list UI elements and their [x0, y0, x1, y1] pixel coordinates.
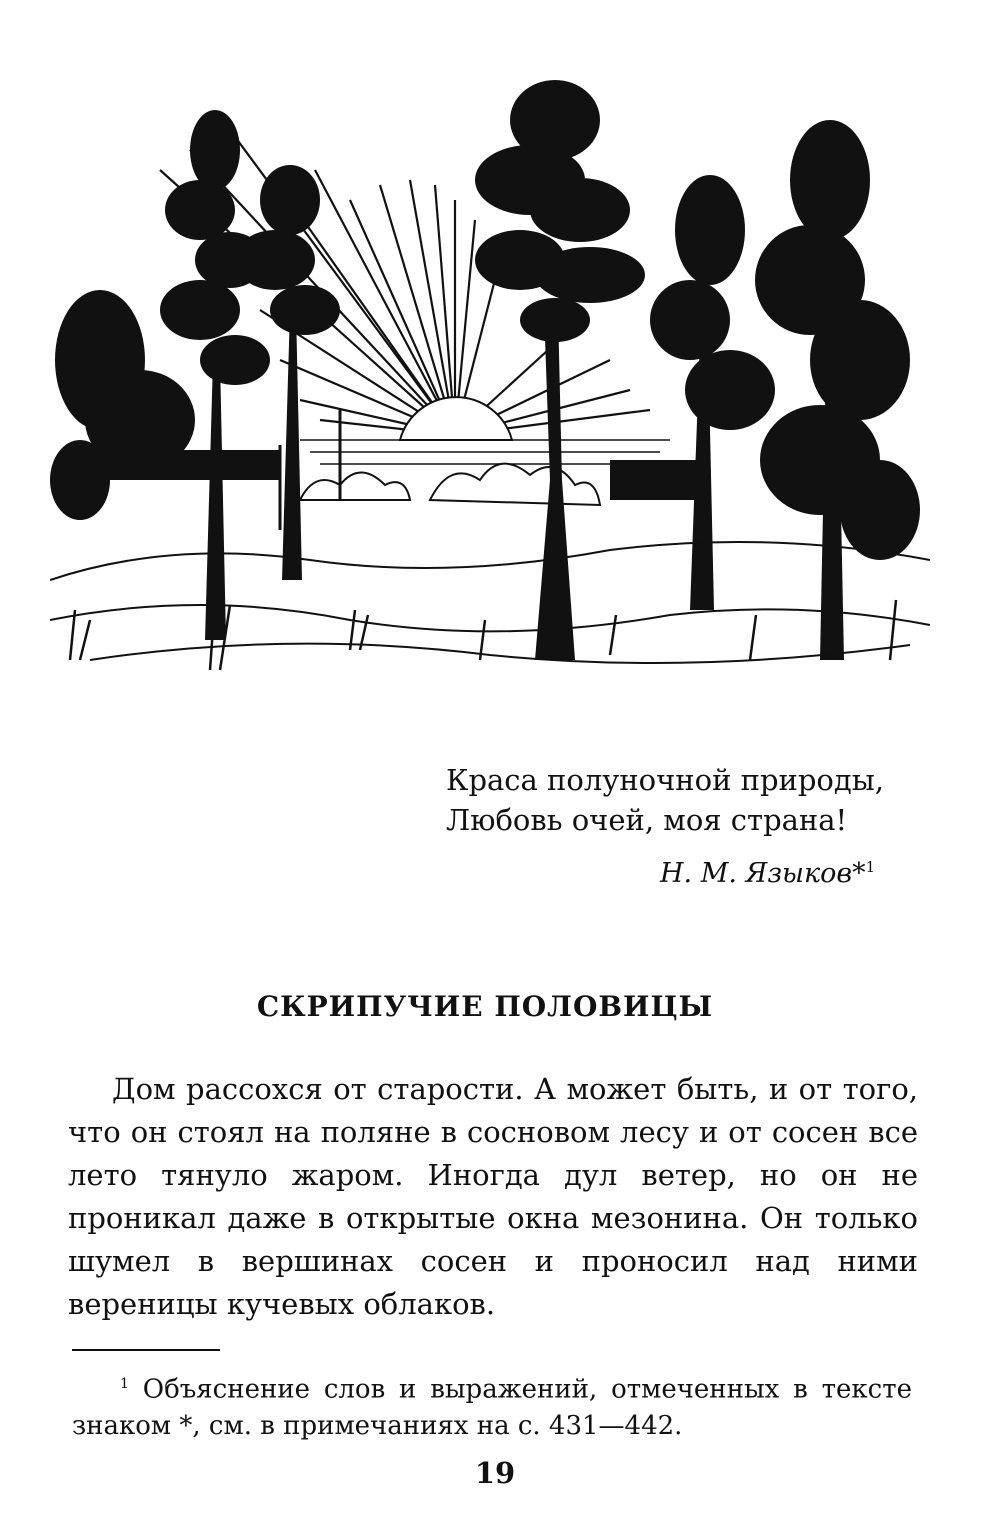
- footnote-ref: 1: [865, 858, 876, 876]
- epigraph-line: Краса полуночной природы,: [446, 763, 885, 797]
- author-name: Н. М. Языков: [660, 858, 853, 889]
- footnote-number: 1: [120, 1376, 129, 1392]
- page-number: 19: [474, 1456, 516, 1490]
- epigraph: [446, 760, 916, 840]
- author-mark: *: [852, 858, 866, 889]
- footnote: [72, 1366, 912, 1444]
- footnote-text: Объяснение слов и выражений, отмеченных в тексте знаком *, см. в примечаниях на с. 431—442.: [72, 1374, 912, 1441]
- body-paragraph: Дом рассохся от старости. А может быть, и от того, что он стоял на поляне в сосновом лесу и от сосен все лето тянуло жаром. Иногда дул ветер, но он не проникал даже в открытые окна мезонина. Он только шумел в вершинах сосен и проносил над ними вереницы кучевых облаков.: [68, 1072, 918, 1321]
- chapter-title: СКРИПУЧИЕ ПОЛОВИЦЫ: [256, 990, 714, 1023]
- forest-sunset-engraving: [50, 60, 930, 680]
- epigraph-line: Любовь очей, моя страна!: [446, 803, 848, 837]
- footnote-divider: [72, 1349, 220, 1351]
- forest-sunset-illustration: [50, 60, 930, 680]
- epigraph-author: [660, 858, 920, 889]
